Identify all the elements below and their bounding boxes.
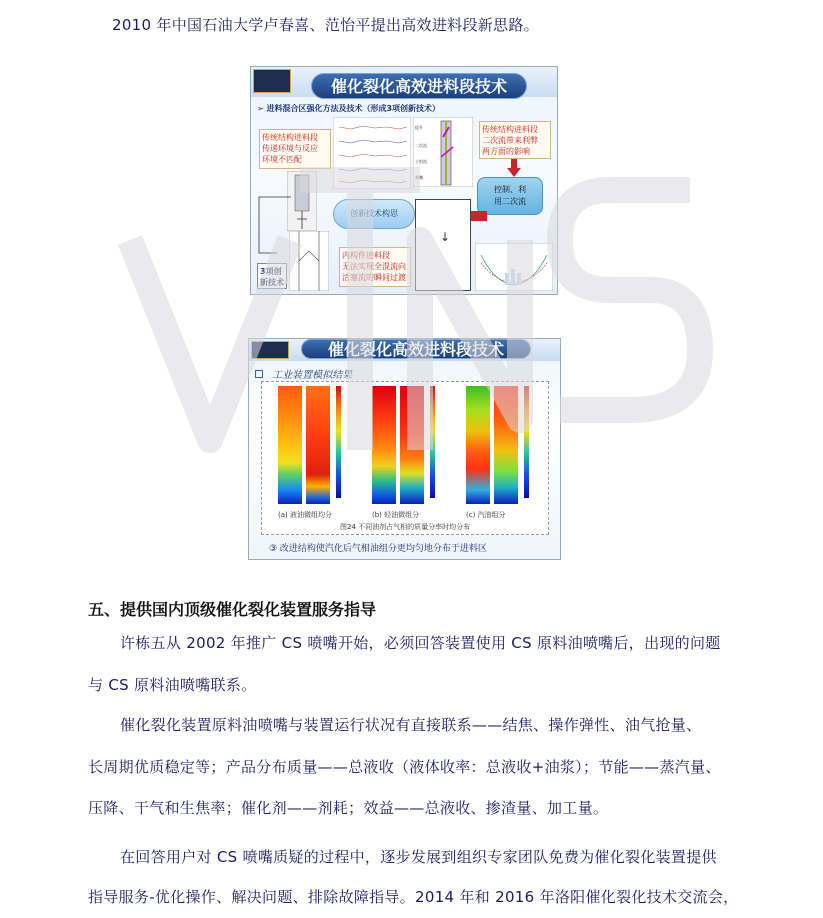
cfd-panel-c (460, 386, 546, 518)
cfd-colorbar-c (524, 386, 529, 498)
innovation-concept-box: 创新技术构思 (333, 199, 415, 229)
figure-caption: 图24 不同油剂占气相的质量分率时均分布 (340, 523, 471, 531)
nozzle-apparatus-diagram (287, 171, 317, 231)
slide-image-2 (248, 338, 561, 560)
red-arrow-down-icon (507, 159, 521, 177)
cfd-contour-a2 (306, 386, 330, 504)
distribution-chart (475, 243, 553, 291)
intro-paragraph: 2010 年中国石油大学卢春喜、范怡平提出高效进料段新思路。 (112, 16, 539, 34)
paragraph-3-line-2: 指导服务-优化操作、解决问题、排除故障指导。2014 年和 2016 年洛阳催化裂化技术交流会， (88, 888, 739, 906)
cfd-contour-b1 (372, 386, 396, 504)
svg-text:二次流: 二次流 (415, 143, 427, 148)
internal-component-box: 内构件进料段 无法实现全混流向 活塞流的瞬间过渡 (339, 247, 411, 287)
svg-text:喷嘴: 喷嘴 (415, 175, 423, 180)
cfd-panel-b (366, 386, 452, 518)
control-secondary-flow-box: 控制、利 用二次流 (477, 177, 543, 215)
cfd-contour-a1 (278, 386, 302, 504)
bracket-lines (257, 195, 291, 255)
paragraph-2-line-1: 催化裂化装置原料油喷嘴与装置运行状况有直接联系——结焦、操作弹性、油气抢量、 (120, 716, 702, 734)
paragraph-3-line-1: 在回答用户对 CS 喷嘴质疑的过程中，逐步发展到组织专家团队免费为催化裂化装置提供 (120, 848, 717, 866)
panel-label-c: (c) 汽油组分 (466, 511, 506, 519)
cfd-panel-a (272, 386, 358, 518)
slide-image-1 (250, 66, 558, 295)
panel-label-b: (b) 轻油微组分 (372, 511, 420, 519)
slide-subtitle: 工业装置模拟结果 (272, 370, 353, 381)
slide-subtitle: ➢ 进料混合区强化方法及技术（形成3项创新技术） (257, 104, 441, 113)
cfd-contour-c2 (494, 386, 518, 504)
paragraph-2-line-2: 长周期优质稳定等；产品分布质量——总液收（液体收率：总液收+油浆）；节能——蒸汽量、 (88, 758, 721, 776)
traditional-flow-box: 传统结构进料段 二次流带来利弊 两方面的影响 (479, 121, 551, 159)
feed-section-diagram (289, 231, 329, 291)
panel-label-a: (a) 液油微组均分 (278, 511, 332, 519)
slide-subtitle-row (255, 363, 353, 381)
cfd-figure-frame (261, 381, 549, 535)
cfd-colorbar-b (430, 386, 435, 498)
riser-diagram (413, 117, 473, 187)
cfd-colorbar-a (336, 386, 341, 498)
paragraph-2-line-3: 压降、干气和生焦率；催化剂——剂耗；效益——总液收、掺渣量、加工量。 (88, 799, 609, 817)
traditional-structure-box: 传统结构进料段 传递环境与反应 环境不匹配 (259, 129, 331, 169)
paragraph-1-line-2: 与 CS 原料油喷嘴联系。 (88, 676, 257, 694)
slide-title: 催化裂化高效进料段技术 (301, 339, 531, 359)
slide-bottom-note: ③ 改进结构使汽化后气相油组分更均匀地分布于进料区 (269, 544, 487, 554)
three-innovations-box: 3项创 新技术 (257, 263, 287, 289)
central-diagram-box (415, 199, 471, 291)
paragraph-1-line-1: 许栋五从 2002 年推广 CS 喷嘴开始，必须回答装置使用 CS 原料油喷嘴后，出现的问题 (120, 634, 721, 652)
section-heading: 五、提供国内顶级催化裂化装置服务指导 (88, 600, 377, 619)
slide-title: 催化裂化高效进料段技术 (311, 73, 527, 99)
school-logo-icon (251, 341, 289, 359)
svg-text:主射流: 主射流 (415, 159, 427, 164)
school-logo-icon (253, 69, 291, 93)
cfd-contour-b2 (400, 386, 424, 504)
down-arrow-glyph: ↓ (440, 230, 451, 244)
profile-chart-1 (333, 117, 411, 189)
checkbox-bullet-icon (255, 370, 263, 378)
svg-text:提升: 提升 (415, 125, 423, 130)
cfd-contour-c1 (466, 386, 490, 504)
